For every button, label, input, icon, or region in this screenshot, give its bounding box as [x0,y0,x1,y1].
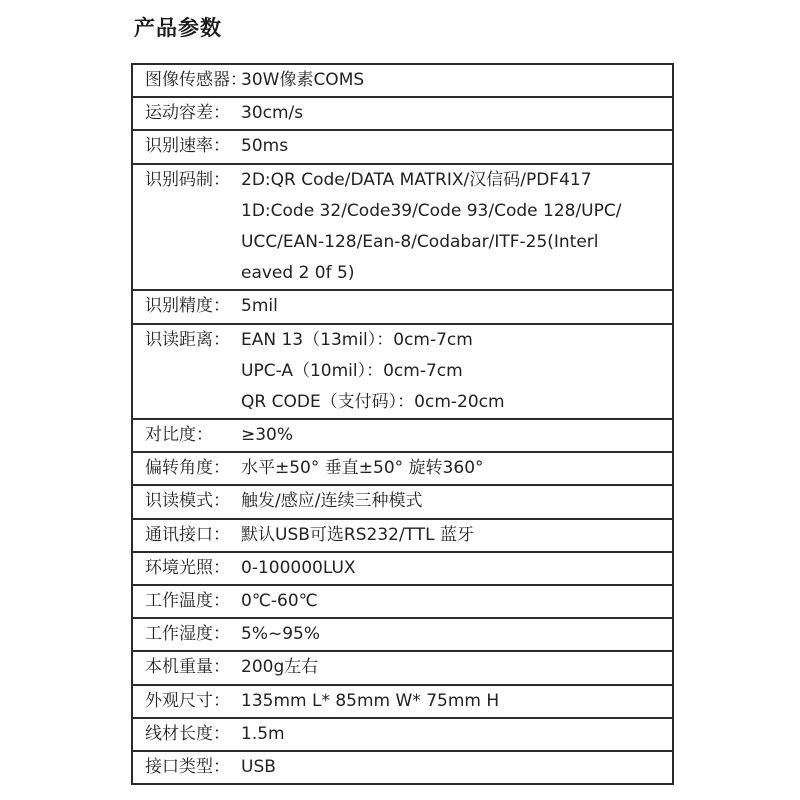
spec-line [133,291,672,322]
spec-line [133,356,672,387]
spec-label: 识别速率： [145,136,230,157]
spec-row [133,325,672,421]
spec-value: 1.5m [241,723,285,744]
spec-value: 触发/感应/连续三种模式 [241,491,423,512]
spec-row [133,165,672,292]
spec-row [133,131,672,164]
spec-row [133,686,672,719]
spec-line [133,65,672,96]
spec-line [133,420,672,451]
spec-label: 外观尺寸： [145,690,230,711]
spec-row [133,420,672,453]
spec-value: eaved 2 0f 5) [241,263,355,284]
spec-value: 水平±50° 垂直±50° 旋转360° [241,458,484,479]
spec-label-spacer [133,387,241,418]
spec-value: 5%~95% [241,624,320,645]
spec-line [133,686,672,717]
spec-line [133,387,672,418]
spec-value: 200g左右 [241,657,319,678]
spec-value: QR CODE（支付码）：0cm-20cm [241,391,505,412]
spec-label: 图像传感器： [145,70,247,90]
spec-row [133,752,672,785]
spec-label: 工作湿度： [145,624,230,645]
spec-value: USB [241,756,276,777]
spec-label: 运动容差： [145,103,230,124]
spec-line [133,325,672,356]
spec-line [133,196,672,227]
spec-label: 接口类型： [145,756,230,777]
spec-value: ≥30% [241,425,294,446]
spec-line [133,131,672,162]
spec-label-spacer [133,356,241,387]
spec-value: 默认USB可选RS232/TTL 蓝牙 [241,524,475,545]
spec-line [133,258,672,289]
spec-value: 30W像素COMS [241,70,365,90]
spec-label: 识别码制： [145,169,230,190]
spec-value: 1D:Code 32/Code39/Code 93/Code 128/UPC/ [241,200,622,221]
spec-value: UCC/EAN-128/Ean-8/Codabar/ITF-25(Interl [241,231,599,252]
spec-row [133,586,672,619]
spec-line [133,553,672,584]
spec-line [133,453,672,484]
spec-label: 识别精度： [145,296,230,317]
spec-value: 2D:QR Code/DATA MATRIX/汉信码/PDF417 [241,169,592,190]
spec-label: 识读距离： [145,329,230,350]
spec-label-spacer [133,258,241,289]
spec-value: EAN 13（13mil）：0cm-7cm [241,329,473,350]
spec-row [133,65,672,98]
spec-value: 30cm/s [241,103,304,124]
spec-line [133,652,672,683]
spec-line [133,98,672,129]
spec-value: 0-100000LUX [241,557,356,578]
spec-row [133,619,672,652]
spec-label: 对比度： [145,425,213,446]
spec-label: 工作温度： [145,591,230,611]
spec-line [133,586,672,617]
spec-row [133,652,672,685]
spec-line [133,165,672,196]
spec-value: 50ms [241,136,289,157]
spec-line [133,719,672,750]
spec-row [133,98,672,131]
spec-line [133,619,672,650]
spec-row [133,291,672,324]
spec-table [131,63,674,785]
spec-label: 识读模式： [145,491,230,512]
spec-row [133,553,672,586]
spec-row [133,719,672,752]
spec-line [133,227,672,258]
spec-row [133,486,672,519]
spec-value: UPC-A（10mil）：0cm-7cm [241,360,463,381]
spec-value: 135mm L* 85mm W* 75mm H [241,690,500,711]
spec-row [133,453,672,486]
spec-label-spacer [133,196,241,227]
spec-value: 0℃-60℃ [241,591,318,611]
spec-label: 通讯接口： [145,524,230,545]
spec-label-spacer [133,227,241,258]
page-title: 产品参数 [134,16,222,40]
spec-value: 5mil [241,296,278,317]
spec-line [133,486,672,517]
spec-line [133,520,672,551]
spec-row [133,520,672,553]
spec-label: 偏转角度： [145,458,230,479]
spec-label: 线材长度： [145,723,230,744]
spec-label: 本机重量： [145,657,230,678]
spec-label: 环境光照： [145,557,230,578]
spec-line [133,752,672,783]
